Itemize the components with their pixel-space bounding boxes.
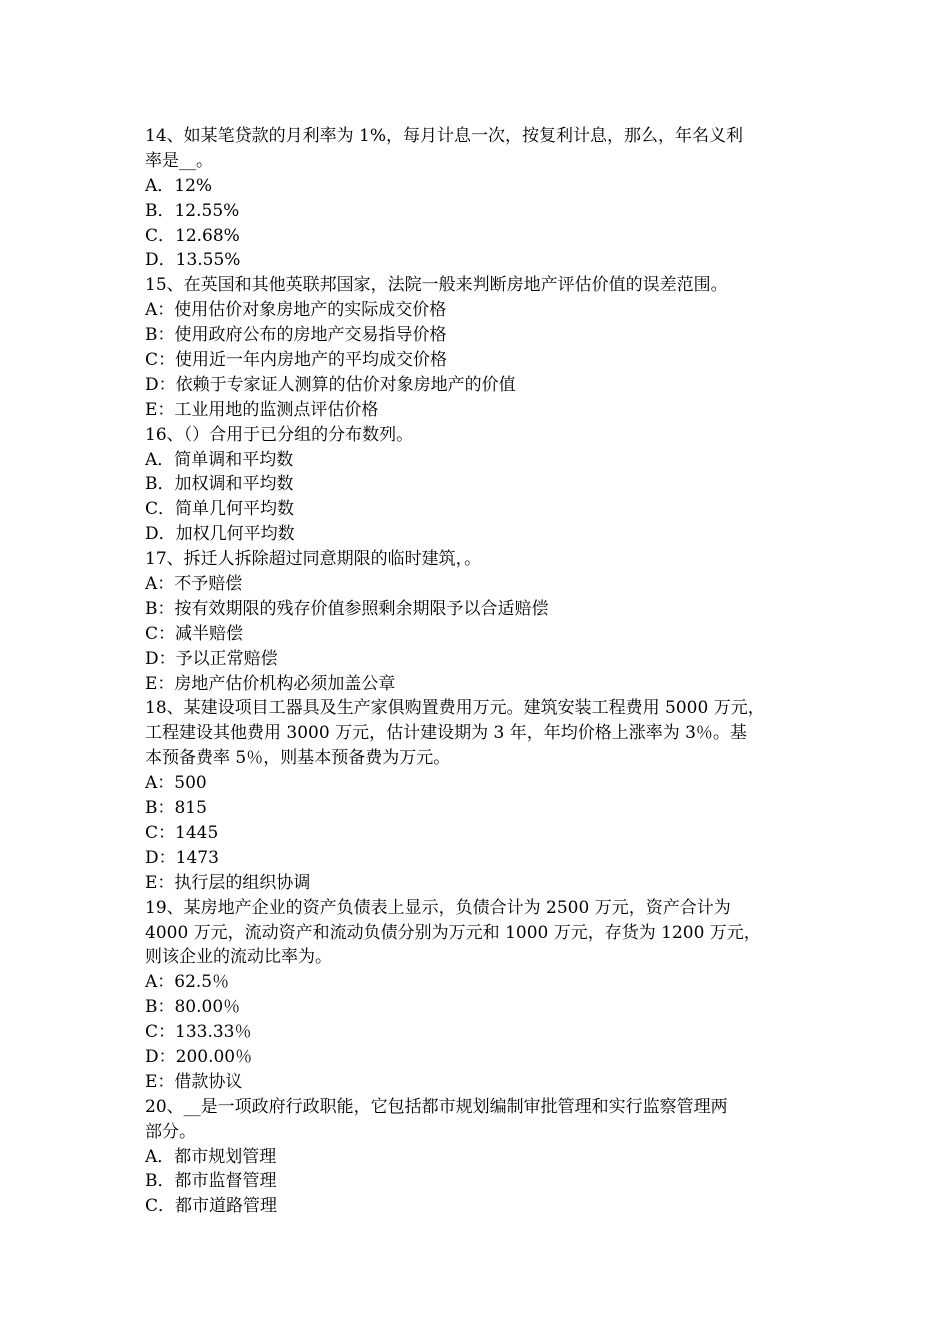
question-18-option-c: C：1445 [145, 822, 219, 843]
question-14-option-d: D．13.55% [145, 250, 241, 271]
question-15-option-b: B：使用政府公布的房地产交易指导价格 [145, 325, 447, 346]
question-17-option-d: D：予以正常赔偿 [145, 648, 278, 669]
question-14-line-2: 率是__。 [145, 150, 213, 171]
question-16-line-1: 16、（）合用于已分组的分布数列。 [145, 424, 414, 445]
question-14-option-b: B．12.55% [145, 200, 240, 221]
question-17-line-1: 17、拆迁人拆除超过同意期限的临时建筑，。 [145, 549, 482, 570]
question-16-option-b: B．加权调和平均数 [145, 474, 294, 495]
question-18-option-e: E：执行层的组织协调 [145, 872, 311, 893]
question-17-option-b: B：按有效期限的残存价值参照剩余期限予以合适赔偿 [145, 598, 549, 619]
question-19-option-e: E：借款协议 [145, 1071, 243, 1092]
question-18-line-2: 工程建设其他费用 3000 万元，估计建设期为 3 年，年均价格上涨率为 3％。基 [145, 723, 747, 744]
question-14-line-1: 14、如某笔贷款的月利率为 1%，每月计息一次，按复利计息，那么，年名义利 [145, 126, 744, 146]
question-18-line-3: 本预备费率 5％，则基本预备费为万元。 [145, 748, 451, 769]
question-19-line-1: 19、某房地产企业的资产负债表上显示，负债合计为 2500 万元，资产合计为 [145, 897, 731, 918]
question-15-option-c: C：使用近一年内房地产的平均成交价格 [145, 350, 448, 371]
question-18-option-d: D：1473 [145, 847, 219, 868]
question-20-option-a: A．都市规划管理 [145, 1146, 277, 1167]
question-20-line-2: 部分。 [145, 1121, 196, 1142]
question-16-option-c: C．简单几何平均数 [145, 499, 295, 520]
question-20-option-c: C．都市道路管理 [145, 1196, 278, 1217]
question-19-option-c: C：133.33％ [145, 1022, 252, 1043]
question-17-option-c: C：减半赔偿 [145, 623, 244, 644]
question-16-option-a: A．简单调和平均数 [145, 449, 294, 470]
question-18-option-b: B：815 [145, 798, 207, 819]
question-14-option-c: C．12.68% [145, 225, 240, 246]
question-20-line-1: 20、__是一项政府行政职能，它包括都市规划编制审批管理和实行监察管理两 [145, 1096, 728, 1117]
question-20-option-b: B．都市监督管理 [145, 1171, 277, 1192]
question-19-line-3: 则该企业的流动比率为。 [145, 947, 332, 968]
question-19-option-a: A：62.5％ [145, 972, 230, 993]
question-15-option-d: D：依赖于专家证人测算的估价对象房地产的价值 [145, 374, 516, 395]
question-19-option-b: B：80.00％ [145, 997, 241, 1018]
question-15-line-1: 15、在英国和其他英联邦国家，法院一般来判断房地产评估价值的误差范围。 [145, 275, 728, 296]
question-19-line-2: 4000 万元，流动资产和流动负债分别为万元和 1000 万元，存货为 1200 万元， [145, 922, 761, 943]
question-15-option-a: A：使用估价对象房地产的实际成交价格 [145, 300, 447, 321]
question-14-option-a: A．12% [145, 175, 213, 196]
question-17-option-a: A：不予赔偿 [145, 574, 243, 595]
question-19-option-d: D：200.00％ [145, 1046, 253, 1067]
question-15-option-e: E：工业用地的监测点评估价格 [145, 399, 379, 420]
question-18-line-1: 18、某建设项目工器具及生产家俱购置费用万元。建筑安装工程费用 5000 万元， [145, 698, 765, 719]
question-16-option-d: D．加权几何平均数 [145, 524, 295, 545]
question-18-option-a: A：500 [145, 773, 207, 794]
document-page [145, 124, 825, 1219]
question-17-option-e: E：房地产估价机构必须加盖公章 [145, 673, 396, 694]
